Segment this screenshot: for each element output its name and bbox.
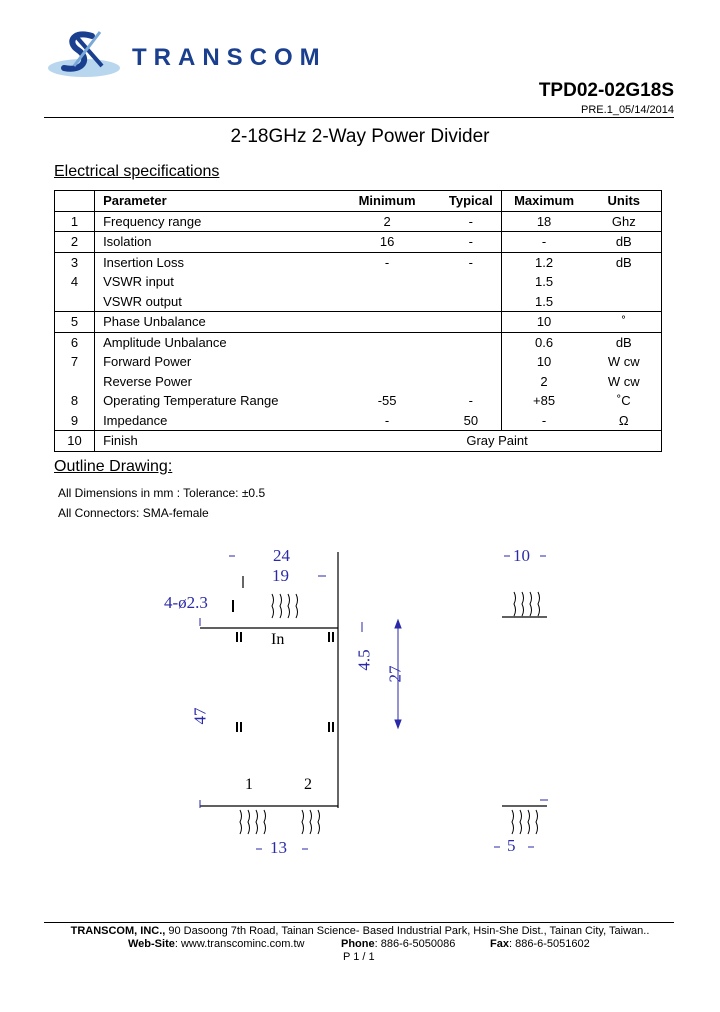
row-minimum [333, 352, 441, 372]
row-units: ˚ [587, 312, 662, 333]
table-row [55, 431, 662, 452]
table-row [55, 332, 662, 352]
row-parameter: Reverse Power [103, 373, 192, 389]
dim-holes: 4-ø2.3 [164, 593, 208, 612]
col-maximum: Maximum [501, 191, 587, 212]
port-in-label: In [271, 631, 285, 648]
row-units: W cw [587, 352, 662, 372]
table-row [55, 391, 662, 411]
footer-divider [44, 922, 674, 923]
row-minimum: 16 [333, 232, 441, 253]
table-row [55, 411, 662, 431]
footer-fax [490, 938, 590, 950]
connectors-note: All Connectors: SMA-female [58, 506, 209, 520]
company-logo-icon [44, 26, 130, 82]
dim-connector-spacing: 13 [270, 838, 287, 857]
revision-date: PRE.1_05/14/2014 [581, 104, 674, 116]
port-2-label: 2 [304, 776, 312, 793]
row-parameter: Operating Temperature Range [103, 393, 279, 409]
table-row [55, 211, 662, 232]
row-number: 1 [55, 211, 95, 232]
row-minimum [333, 272, 441, 292]
dimension-lines [200, 556, 548, 849]
row-parameter: Amplitude Unbalance [103, 334, 227, 350]
company-logo-text: TRANSCOM [132, 44, 327, 71]
table-row [55, 232, 662, 253]
row-number: 6 [55, 332, 95, 352]
row-typical: - [441, 232, 501, 253]
table-row [55, 352, 662, 372]
row-units: Ω [587, 411, 662, 431]
dim-side-width: 10 [513, 546, 530, 565]
footer-website-value: : www.transcominc.com.tw [174, 938, 305, 950]
row-number: 7 [55, 352, 95, 372]
row-units: dB [587, 232, 662, 253]
row-maximum: 2 [501, 372, 587, 392]
row-typical: 50 [441, 411, 501, 431]
row-maximum: 10 [501, 312, 587, 333]
row-maximum: 1.2 [501, 252, 587, 272]
row-minimum [333, 372, 441, 392]
table-row [55, 272, 662, 292]
row-minimum: - [384, 254, 390, 270]
row-number: 4 [55, 272, 95, 292]
footer-fax-value: : 886-6-5051602 [508, 938, 590, 950]
row-typical [441, 292, 501, 312]
row-number: 9 [55, 411, 95, 431]
row-maximum: +85 [501, 391, 587, 411]
row-typical: - [468, 393, 473, 409]
footer-website [128, 938, 304, 950]
outline-drawing [0, 540, 720, 870]
col-number [55, 191, 95, 212]
footer-address-line [0, 925, 720, 937]
row-minimum: - [333, 411, 441, 431]
spec-table [54, 190, 662, 452]
row-maximum: 18 [501, 211, 587, 232]
spec-table-header [55, 191, 662, 212]
dim-inner-width: 19 [272, 566, 289, 585]
footer-phone-label: Phone [341, 938, 375, 950]
row-number [55, 292, 95, 312]
col-minimum: Minimum [333, 191, 441, 212]
part-number: TPD02-02G18S [538, 80, 674, 101]
footer-fax-label: Fax [490, 938, 509, 950]
dimensions-note: All Dimensions in mm : Tolerance: ±0.5 [58, 486, 266, 500]
row-maximum: 10 [501, 352, 587, 372]
row-number: 2 [55, 232, 95, 253]
col-parameter: Parameter [95, 191, 334, 212]
dim-side-length: 27 [385, 665, 405, 683]
row-typical [441, 272, 501, 292]
row-units: dB [587, 252, 662, 272]
footer-address: 90 Dasoong 7th Road, Tainan Science- Based Industrial Park, Hsin-She Dist., Tainan City, Taiwan.. [165, 925, 650, 937]
row-minimum: 2 [333, 211, 441, 232]
footer-phone-value: : 886-6-5050086 [374, 938, 456, 950]
row-parameter: Frequency range [95, 211, 334, 232]
row-minimum [333, 332, 441, 352]
row-minimum [333, 292, 441, 312]
dim-port-offset: 4.5 [354, 649, 374, 671]
row-number: 8 [55, 391, 95, 411]
dim-side-offset: 5 [507, 836, 516, 855]
row-parameter: Insertion Loss [103, 254, 184, 270]
row-units [587, 292, 662, 312]
row-number: 5 [55, 312, 95, 333]
table-row [55, 252, 662, 272]
table-row [55, 292, 662, 312]
row-number [55, 372, 95, 392]
row-typical: - [468, 254, 473, 270]
row-units: dB [587, 332, 662, 352]
row-number: 3 [55, 252, 95, 272]
footer-company: TRANSCOM, INC., [70, 925, 166, 937]
row-typical [441, 312, 501, 333]
row-minimum: -55 [377, 393, 397, 409]
row-number: 10 [55, 431, 95, 452]
row-parameter: VSWR input [103, 274, 174, 290]
page-number: P 1 / 1 [343, 951, 375, 963]
row-units: Ghz [587, 211, 662, 232]
row-finish-value: Gray Paint [333, 431, 661, 452]
row-units: W cw [587, 372, 662, 392]
port-1-label: 1 [245, 776, 253, 793]
electrical-specs-heading: Electrical specifications [54, 163, 220, 180]
row-parameter: Finish [95, 431, 334, 452]
dim-width: 24 [273, 546, 290, 565]
row-parameter: Forward Power [103, 354, 192, 370]
row-maximum: 1.5 [501, 292, 587, 312]
header-divider [44, 117, 674, 118]
row-units: ˚C [587, 391, 662, 411]
drawing-body-lines [200, 552, 547, 808]
page-title: 2-18GHz 2-Way Power Divider [230, 126, 490, 147]
row-typical [441, 372, 501, 392]
col-typical: Typical [441, 191, 501, 212]
col-units: Units [587, 191, 662, 212]
row-parameter: Impedance [95, 411, 334, 431]
footer-website-label: Web-Site [128, 938, 175, 950]
row-typical [441, 352, 501, 372]
table-row [55, 372, 662, 392]
row-typical: - [441, 211, 501, 232]
row-maximum: - [501, 411, 587, 431]
row-maximum: 0.6 [501, 332, 587, 352]
table-row [55, 312, 662, 333]
row-typical [441, 332, 501, 352]
row-parameter: VSWR output [95, 292, 334, 312]
row-parameter: Phase Unbalance [95, 312, 334, 333]
row-maximum: 1.5 [501, 272, 587, 292]
dim-height: 47 [190, 707, 210, 725]
outline-drawing-heading: Outline Drawing: [54, 458, 173, 475]
footer-phone [341, 938, 455, 950]
row-maximum: - [501, 232, 587, 253]
row-parameter: Isolation [95, 232, 334, 253]
mounting-hole-marks [232, 600, 334, 732]
row-units [587, 272, 662, 292]
row-minimum [333, 312, 441, 333]
